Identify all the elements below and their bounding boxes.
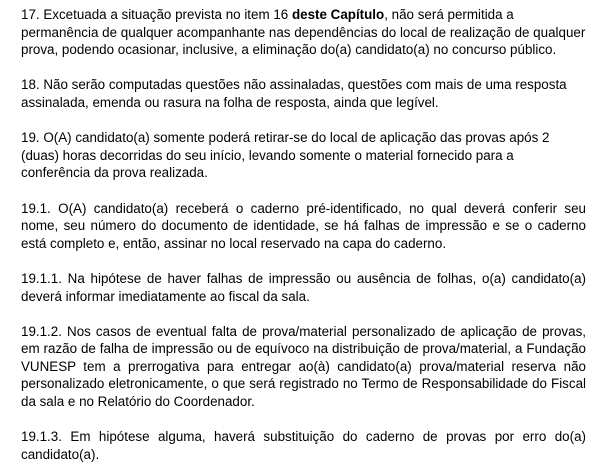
paragraph-item-19-1-1: 19.1.1. Na hipótese de haver falhas de impressão ou ausência de folhas, o(a) candidato(a) deverá informar imediatamente ao fiscal da sala. (21, 270, 586, 304)
paragraph-item-17 (21, 6, 586, 59)
paragraph-item-19-1-2: 19.1.2. Nos casos de eventual falta de prova/material personalizado de aplicação de provas, em razão de falha de impressão ou de equívoco na distribuição de prova/material, a Fundação VUNESP tem a prerrogativa para entregar ao(à) candidato(a) prova/material reserva não personalizado eletronicamente, o que será registrado no Termo de Responsabilidade do Fiscal da sala e no Relatório do Coordenador. (21, 323, 586, 410)
paragraph-item-17-text: 17. Excetuada a situação prevista no item 16 (21, 7, 292, 22)
paragraph-item-19-1: 19.1. O(A) candidato(a) receberá o caderno pré-identificado, no qual deverá conferir seu nome, seu número do documento de identidade, se há falhas de impressão e se o caderno está completo e, então, assinar no local reservado na capa do caderno. (21, 200, 586, 251)
chapter-reference: deste Capítulo (291, 7, 385, 22)
paragraph-item-17-text-end: , não será permitida a permanência de qualquer acompanhante nas dependências do local de realização de qualquer prova, podendo ocasionar, inclusive, a eliminação do(a) candidato(a) no concurso público. (21, 7, 586, 58)
paragraph-item-19-1-3: 19.1.3. Em hipótese alguma, haverá substituição do caderno de provas por erro do(a) candidato(a). (21, 429, 586, 462)
paragraph-item-19: 19. O(A) candidato(a) somente poderá retirar-se do local de aplicação das provas após 2 (duas) horas decorridas do seu início, levando somente o material fornecido para a conferência da prova realizada. (21, 130, 550, 181)
paragraph-item-18: 18. Não serão computadas questões não assinaladas, questões com mais de uma resposta assinalada, emenda ou rasura na folha de resposta, ainda que legível. (21, 77, 567, 110)
